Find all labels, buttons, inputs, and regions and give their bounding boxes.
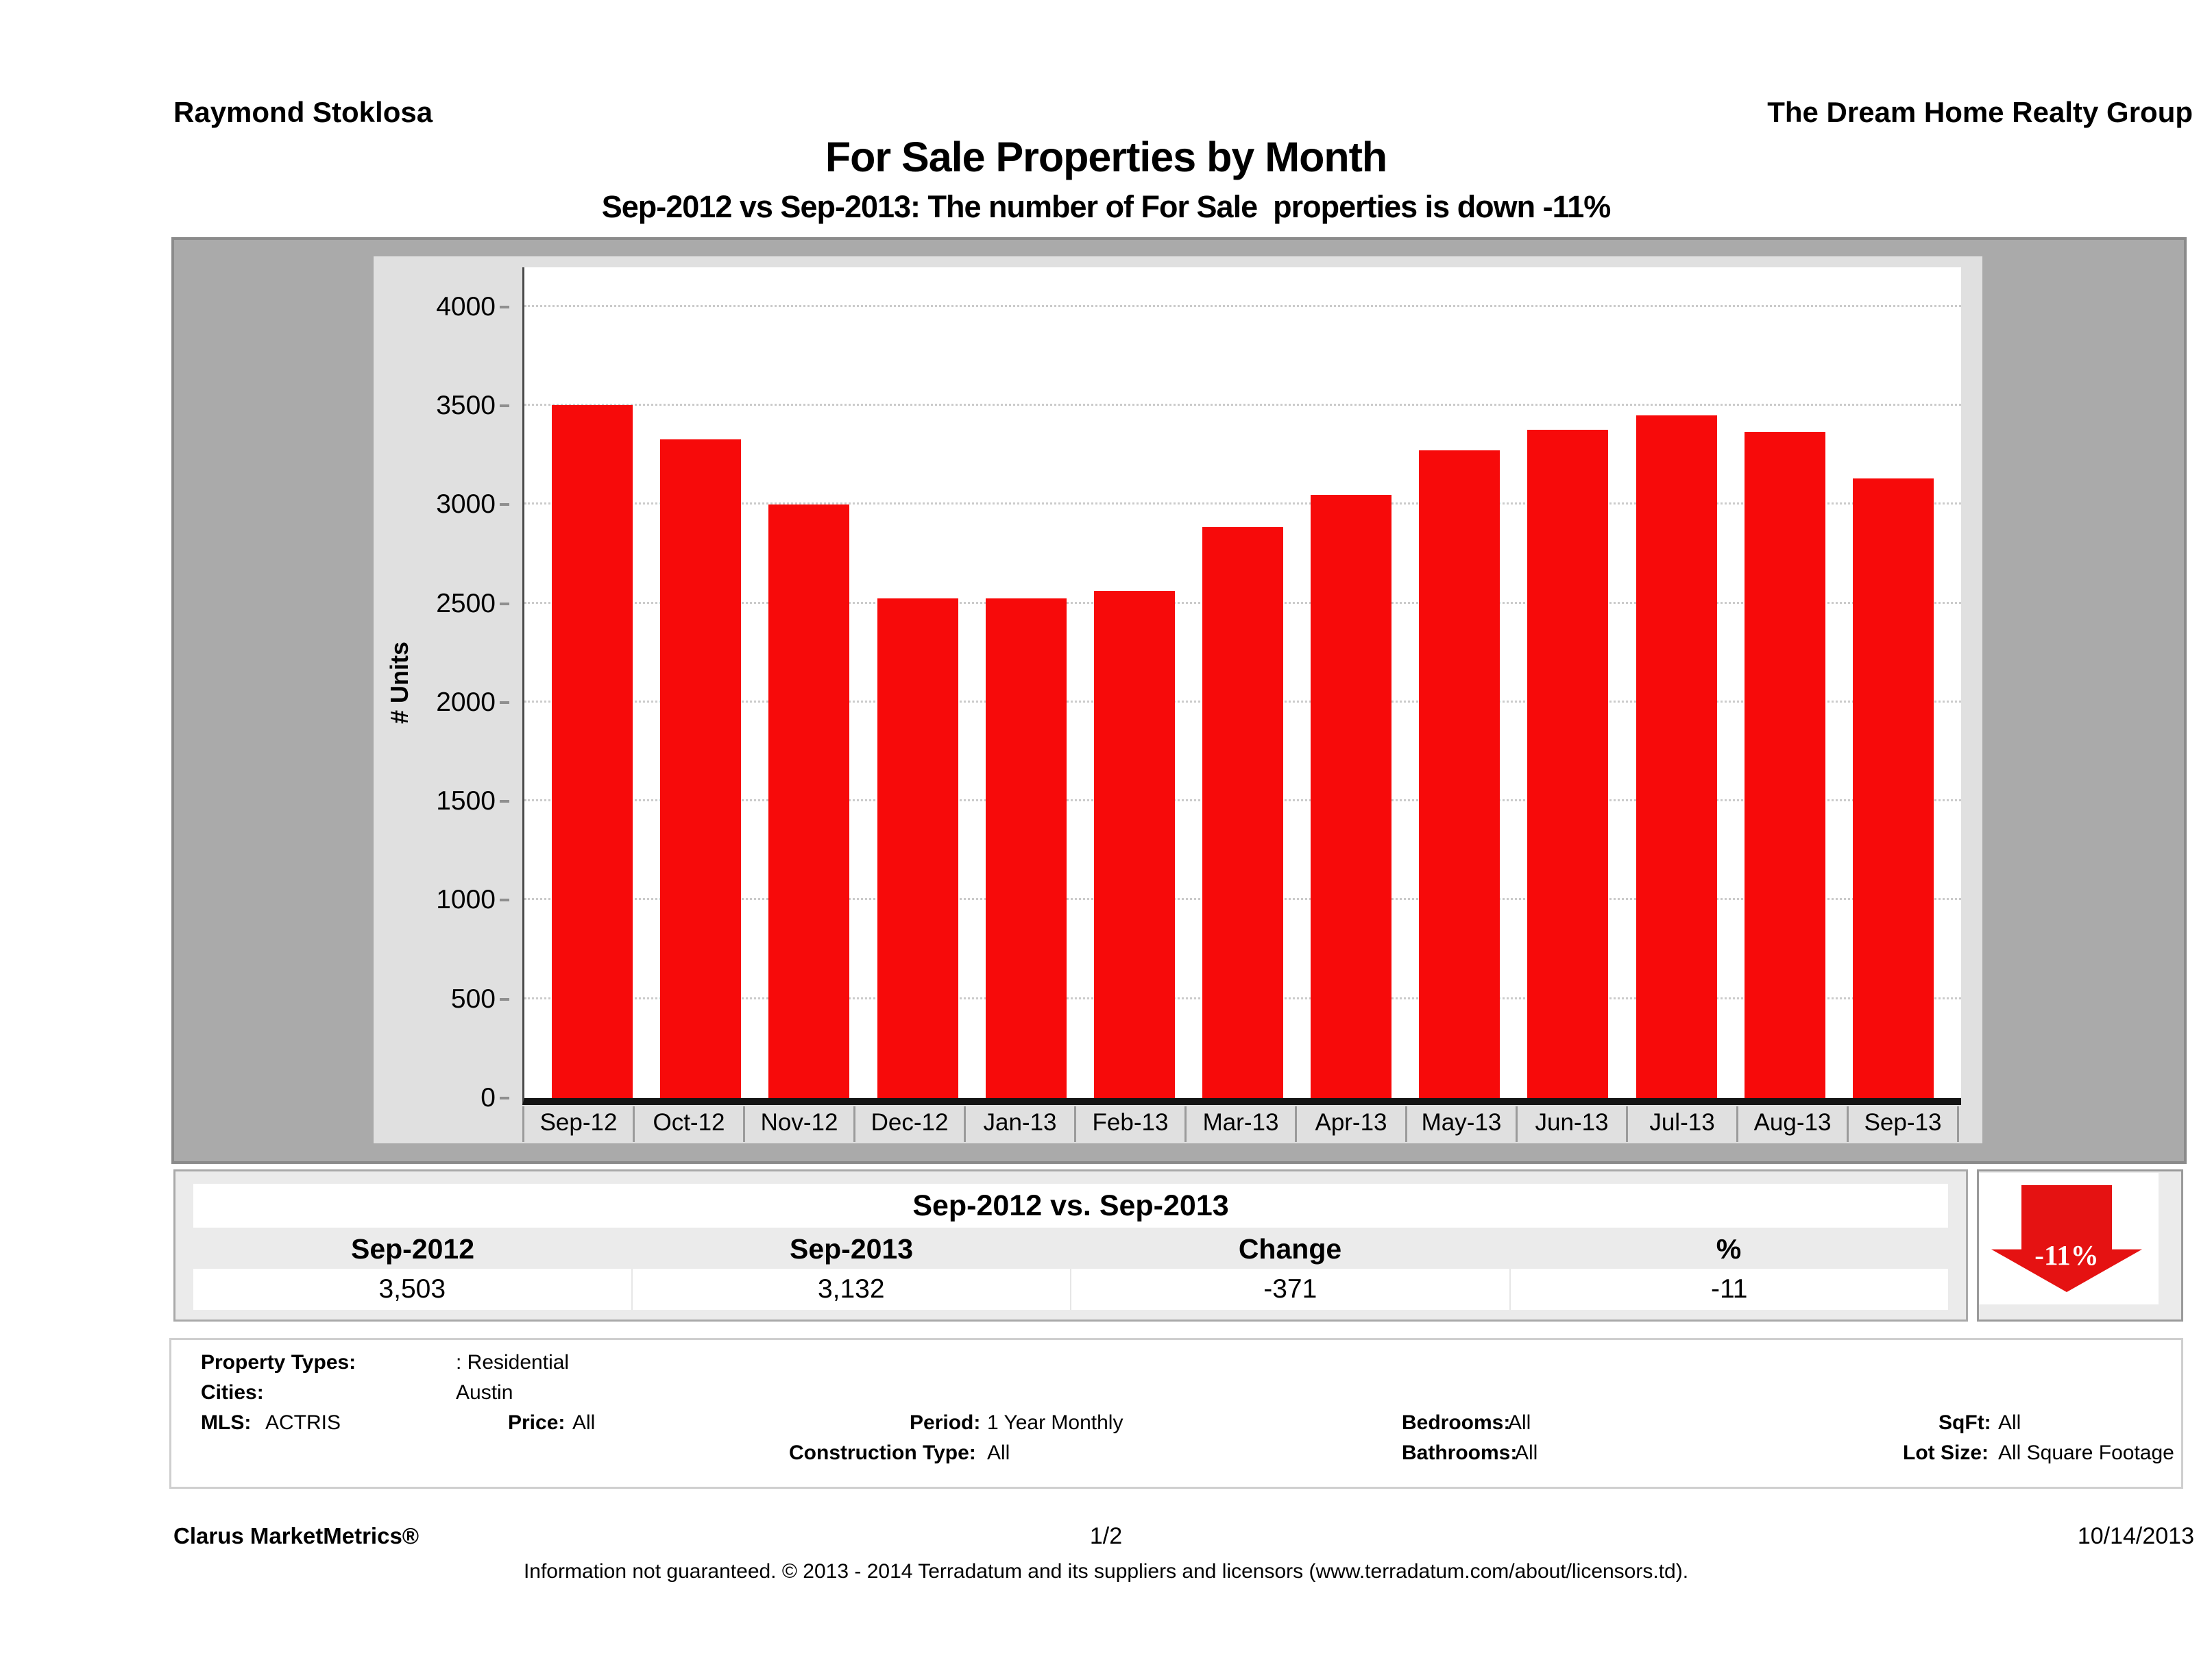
- x-tick-label: Dec-12: [853, 1106, 964, 1142]
- bar-Feb-13: [1094, 591, 1175, 1098]
- bar-May-13: [1419, 450, 1500, 1098]
- footer-disclaimer: Information not guaranteed. © 2013 - 2014 Terradatum and its suppliers and licensors (www.terradatum.com/about/licensors.td).: [523, 1560, 1689, 1583]
- summary-cell: 3,132: [631, 1269, 1071, 1310]
- bar-Mar-13: [1202, 527, 1283, 1098]
- y-tick-mark: [500, 404, 509, 407]
- bar-Sep-13: [1853, 478, 1934, 1098]
- summary-cell: -371: [1070, 1269, 1509, 1310]
- chart-panel: [374, 256, 1982, 1143]
- criteria-bathrooms-value: All: [1515, 1442, 1538, 1464]
- x-tick-label: Sep-12: [522, 1106, 633, 1142]
- bar-Aug-13: [1745, 432, 1825, 1098]
- bar-Dec-12: [877, 598, 958, 1098]
- y-tick-mark: [500, 503, 509, 506]
- x-tick-label: May-13: [1405, 1106, 1516, 1142]
- summary-column-header: Sep-2013: [789, 1233, 914, 1265]
- x-tick-label: Oct-12: [633, 1106, 743, 1142]
- criteria-label: Construction Type:: [789, 1442, 976, 1464]
- y-axis-ticks: [374, 267, 513, 1112]
- criteria-label: Bathrooms:: [1402, 1442, 1518, 1464]
- criteria-mls: [201, 1411, 251, 1435]
- criteria-label: Lot Size:: [1903, 1442, 1989, 1464]
- y-tick-mark: [500, 701, 509, 704]
- criteria-mls-value: ACTRIS: [265, 1411, 341, 1434]
- y-tick-label: 3000: [436, 489, 496, 520]
- criteria-price: [508, 1411, 565, 1435]
- criteria-label: MLS:: [201, 1411, 252, 1434]
- criteria-construction: [789, 1442, 976, 1465]
- criteria-period: [910, 1411, 980, 1435]
- criteria-lot-size-value: All Square Footage: [1998, 1442, 2174, 1464]
- bar-Sep-12: [552, 405, 633, 1098]
- company-name: The Dream Home Realty Group: [1767, 96, 2193, 128]
- criteria-property-types-value: : Residential: [456, 1351, 570, 1374]
- summary-cell: 3,503: [378, 1274, 446, 1304]
- criteria-label: Period:: [910, 1411, 981, 1434]
- bar-Apr-13: [1311, 495, 1391, 1098]
- y-tick-mark: [500, 603, 509, 605]
- criteria-cities: [201, 1381, 264, 1405]
- y-tick-label: 1500: [436, 786, 496, 816]
- criteria-label: Cities:: [201, 1381, 264, 1404]
- down-arrow-icon: [1991, 1185, 2142, 1292]
- y-tick-label: 3500: [436, 391, 496, 420]
- criteria-period-value: 1 Year Monthly: [987, 1411, 1123, 1434]
- summary-column-header: %: [1716, 1233, 1742, 1265]
- summary-table-values: [193, 1269, 1948, 1310]
- plot-area: [522, 267, 1961, 1105]
- footer-date: 10/14/2013: [2077, 1523, 2194, 1549]
- criteria-label: Bedrooms:: [1402, 1411, 1511, 1434]
- y-tick-mark: [500, 899, 509, 901]
- agent-name: Raymond Stoklosa: [173, 96, 433, 128]
- bar-Jun-13: [1527, 430, 1608, 1098]
- bar-Nov-12: [768, 504, 849, 1098]
- criteria-sqft: [1938, 1411, 1991, 1435]
- y-tick-label: 1000: [436, 885, 496, 915]
- criteria-bedrooms: [1402, 1411, 1510, 1435]
- criteria-label: Property Types:: [201, 1351, 356, 1374]
- change-badge: [1977, 1169, 2183, 1322]
- summary-column-header: Change: [1238, 1233, 1342, 1265]
- y-tick-mark: [500, 998, 509, 1001]
- summary-table-header: [193, 1232, 1948, 1266]
- criteria-label: SqFt:: [1938, 1411, 1991, 1434]
- page-title: For Sale Properties by Month: [825, 134, 1387, 180]
- footer-page-number: 1/2: [1089, 1523, 1123, 1549]
- criteria-sqft-value: All: [1998, 1411, 2021, 1434]
- x-axis-labels: [522, 1106, 1959, 1142]
- x-tick-label: Apr-13: [1295, 1106, 1405, 1142]
- criteria-property-types: [201, 1351, 356, 1374]
- criteria-label: Price:: [508, 1411, 566, 1434]
- x-tick-label: Mar-13: [1184, 1106, 1295, 1142]
- criteria-construction-value: All: [987, 1442, 1010, 1464]
- criteria-cities-value: Austin: [456, 1381, 513, 1404]
- bar-Oct-12: [660, 439, 741, 1098]
- bars: [524, 267, 1961, 1098]
- criteria-bedrooms-value: All: [1508, 1411, 1531, 1434]
- x-tick-label: Jun-13: [1516, 1106, 1626, 1142]
- y-tick-label: 4000: [436, 291, 496, 321]
- chart-container: [171, 237, 2187, 1164]
- y-tick-label: 0: [481, 1083, 496, 1112]
- criteria-price-value: All: [572, 1411, 596, 1434]
- criteria-box: [169, 1338, 2183, 1489]
- summary-table-title: Sep-2012 vs. Sep-2013: [193, 1184, 1948, 1228]
- y-tick-mark: [500, 1097, 509, 1099]
- x-tick-label: Jan-13: [964, 1106, 1074, 1142]
- summary-column-header: Sep-2012: [350, 1233, 475, 1265]
- x-tick-label: Nov-12: [743, 1106, 853, 1142]
- bar-Jan-13: [986, 598, 1067, 1098]
- y-tick-label: 2000: [436, 687, 496, 717]
- summary-cell: -11: [1509, 1269, 1949, 1310]
- x-tick-label: Sep-13: [1847, 1106, 1959, 1142]
- y-tick-mark: [500, 800, 509, 803]
- x-tick-label: Feb-13: [1074, 1106, 1184, 1142]
- change-badge-label: -11%: [2034, 1239, 2099, 1271]
- change-badge-panel: [1979, 1173, 2159, 1304]
- footer-brand: Clarus MarketMetrics®: [173, 1523, 420, 1548]
- y-axis-title: # Units: [385, 641, 413, 725]
- criteria-lot-size: [1903, 1442, 1989, 1465]
- y-tick-label: 500: [450, 984, 496, 1014]
- x-tick-label: Jul-13: [1626, 1106, 1736, 1142]
- x-tick-label: Aug-13: [1736, 1106, 1847, 1142]
- y-tick-mark: [500, 306, 509, 308]
- y-tick-label: 2500: [436, 588, 496, 618]
- page-subtitle: Sep-2012 vs Sep-2013: The number of For Sale properties is down -11%: [601, 189, 1611, 224]
- bar-Jul-13: [1636, 415, 1717, 1098]
- summary-table: [173, 1169, 1968, 1322]
- criteria-bathrooms: [1402, 1442, 1517, 1465]
